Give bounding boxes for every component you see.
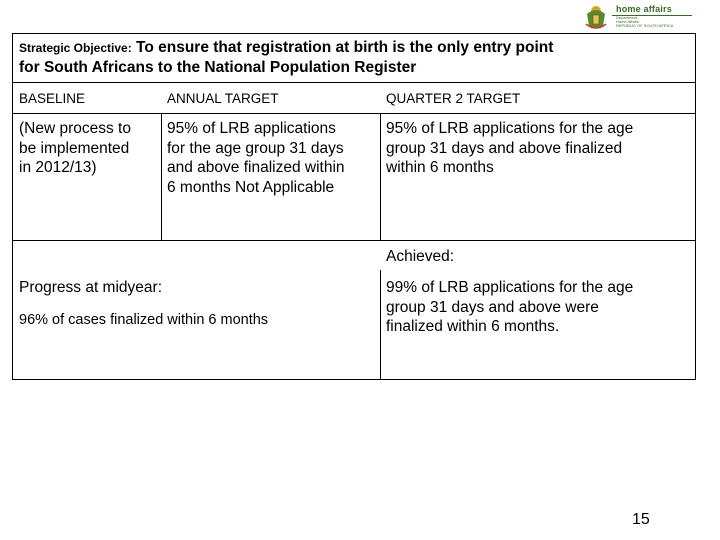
progress-text: 96% of cases finalized within 6 months bbox=[19, 312, 269, 328]
coat-of-arms-icon bbox=[582, 2, 610, 30]
achieved-line: 99% of LRB applications for the age bbox=[386, 279, 634, 296]
home-affairs-logo bbox=[578, 0, 696, 32]
table-divider bbox=[12, 240, 696, 241]
achieved-line: group 31 days and above were bbox=[386, 298, 599, 316]
header-quarter-target: QUARTER 2 TARGET bbox=[386, 91, 521, 106]
logo-wordmark: home affairs bbox=[616, 4, 672, 14]
annual-line: and above finalized within bbox=[167, 159, 345, 176]
table-divider bbox=[12, 113, 696, 114]
column-divider bbox=[380, 113, 381, 240]
logo-subtitle bbox=[616, 16, 673, 28]
quarter-line: within 6 months bbox=[386, 159, 494, 176]
achieved-line: finalized within 6 months. bbox=[386, 318, 560, 335]
column-divider bbox=[161, 113, 162, 240]
baseline-line: (New process to bbox=[19, 120, 131, 137]
annual-line: 6 months Not Applicable bbox=[167, 178, 335, 196]
logo-sub-line: REPUBLIC OF SOUTH AFRICA bbox=[616, 23, 674, 28]
baseline-line: in 2012/13) bbox=[19, 159, 97, 176]
column-divider bbox=[380, 270, 381, 380]
annual-target-cell bbox=[167, 119, 379, 197]
progress-label: Progress at midyear: bbox=[19, 279, 162, 296]
strategic-objective bbox=[19, 38, 689, 78]
objective-text-line1: To ensure that registration at birth is the only entry point bbox=[136, 39, 554, 56]
logo-sub-line: Home Affairs bbox=[616, 19, 639, 24]
table-divider bbox=[12, 82, 696, 83]
annual-line: 95% of LRB applications bbox=[167, 120, 336, 137]
quarter-line: 95% of LRB applications for the age bbox=[386, 120, 634, 137]
annual-line: for the age group 31 days bbox=[167, 139, 344, 157]
achieved-label: Achieved: bbox=[386, 248, 455, 265]
header-baseline: BASELINE bbox=[19, 91, 86, 106]
objective-text-line2: for South Africans to the National Population Register bbox=[19, 59, 417, 76]
objective-label: Strategic Objective: bbox=[19, 41, 132, 55]
baseline-cell bbox=[19, 119, 159, 178]
quarter-line: group 31 days and above finalized bbox=[386, 139, 623, 157]
page-number: 15 bbox=[632, 511, 650, 528]
baseline-line: be implemented bbox=[19, 139, 130, 157]
achieved-text bbox=[386, 278, 692, 337]
logo-sub-line: Department: bbox=[616, 15, 639, 20]
header-annual-target: ANNUAL TARGET bbox=[167, 91, 279, 106]
quarter-target-cell bbox=[386, 119, 692, 178]
